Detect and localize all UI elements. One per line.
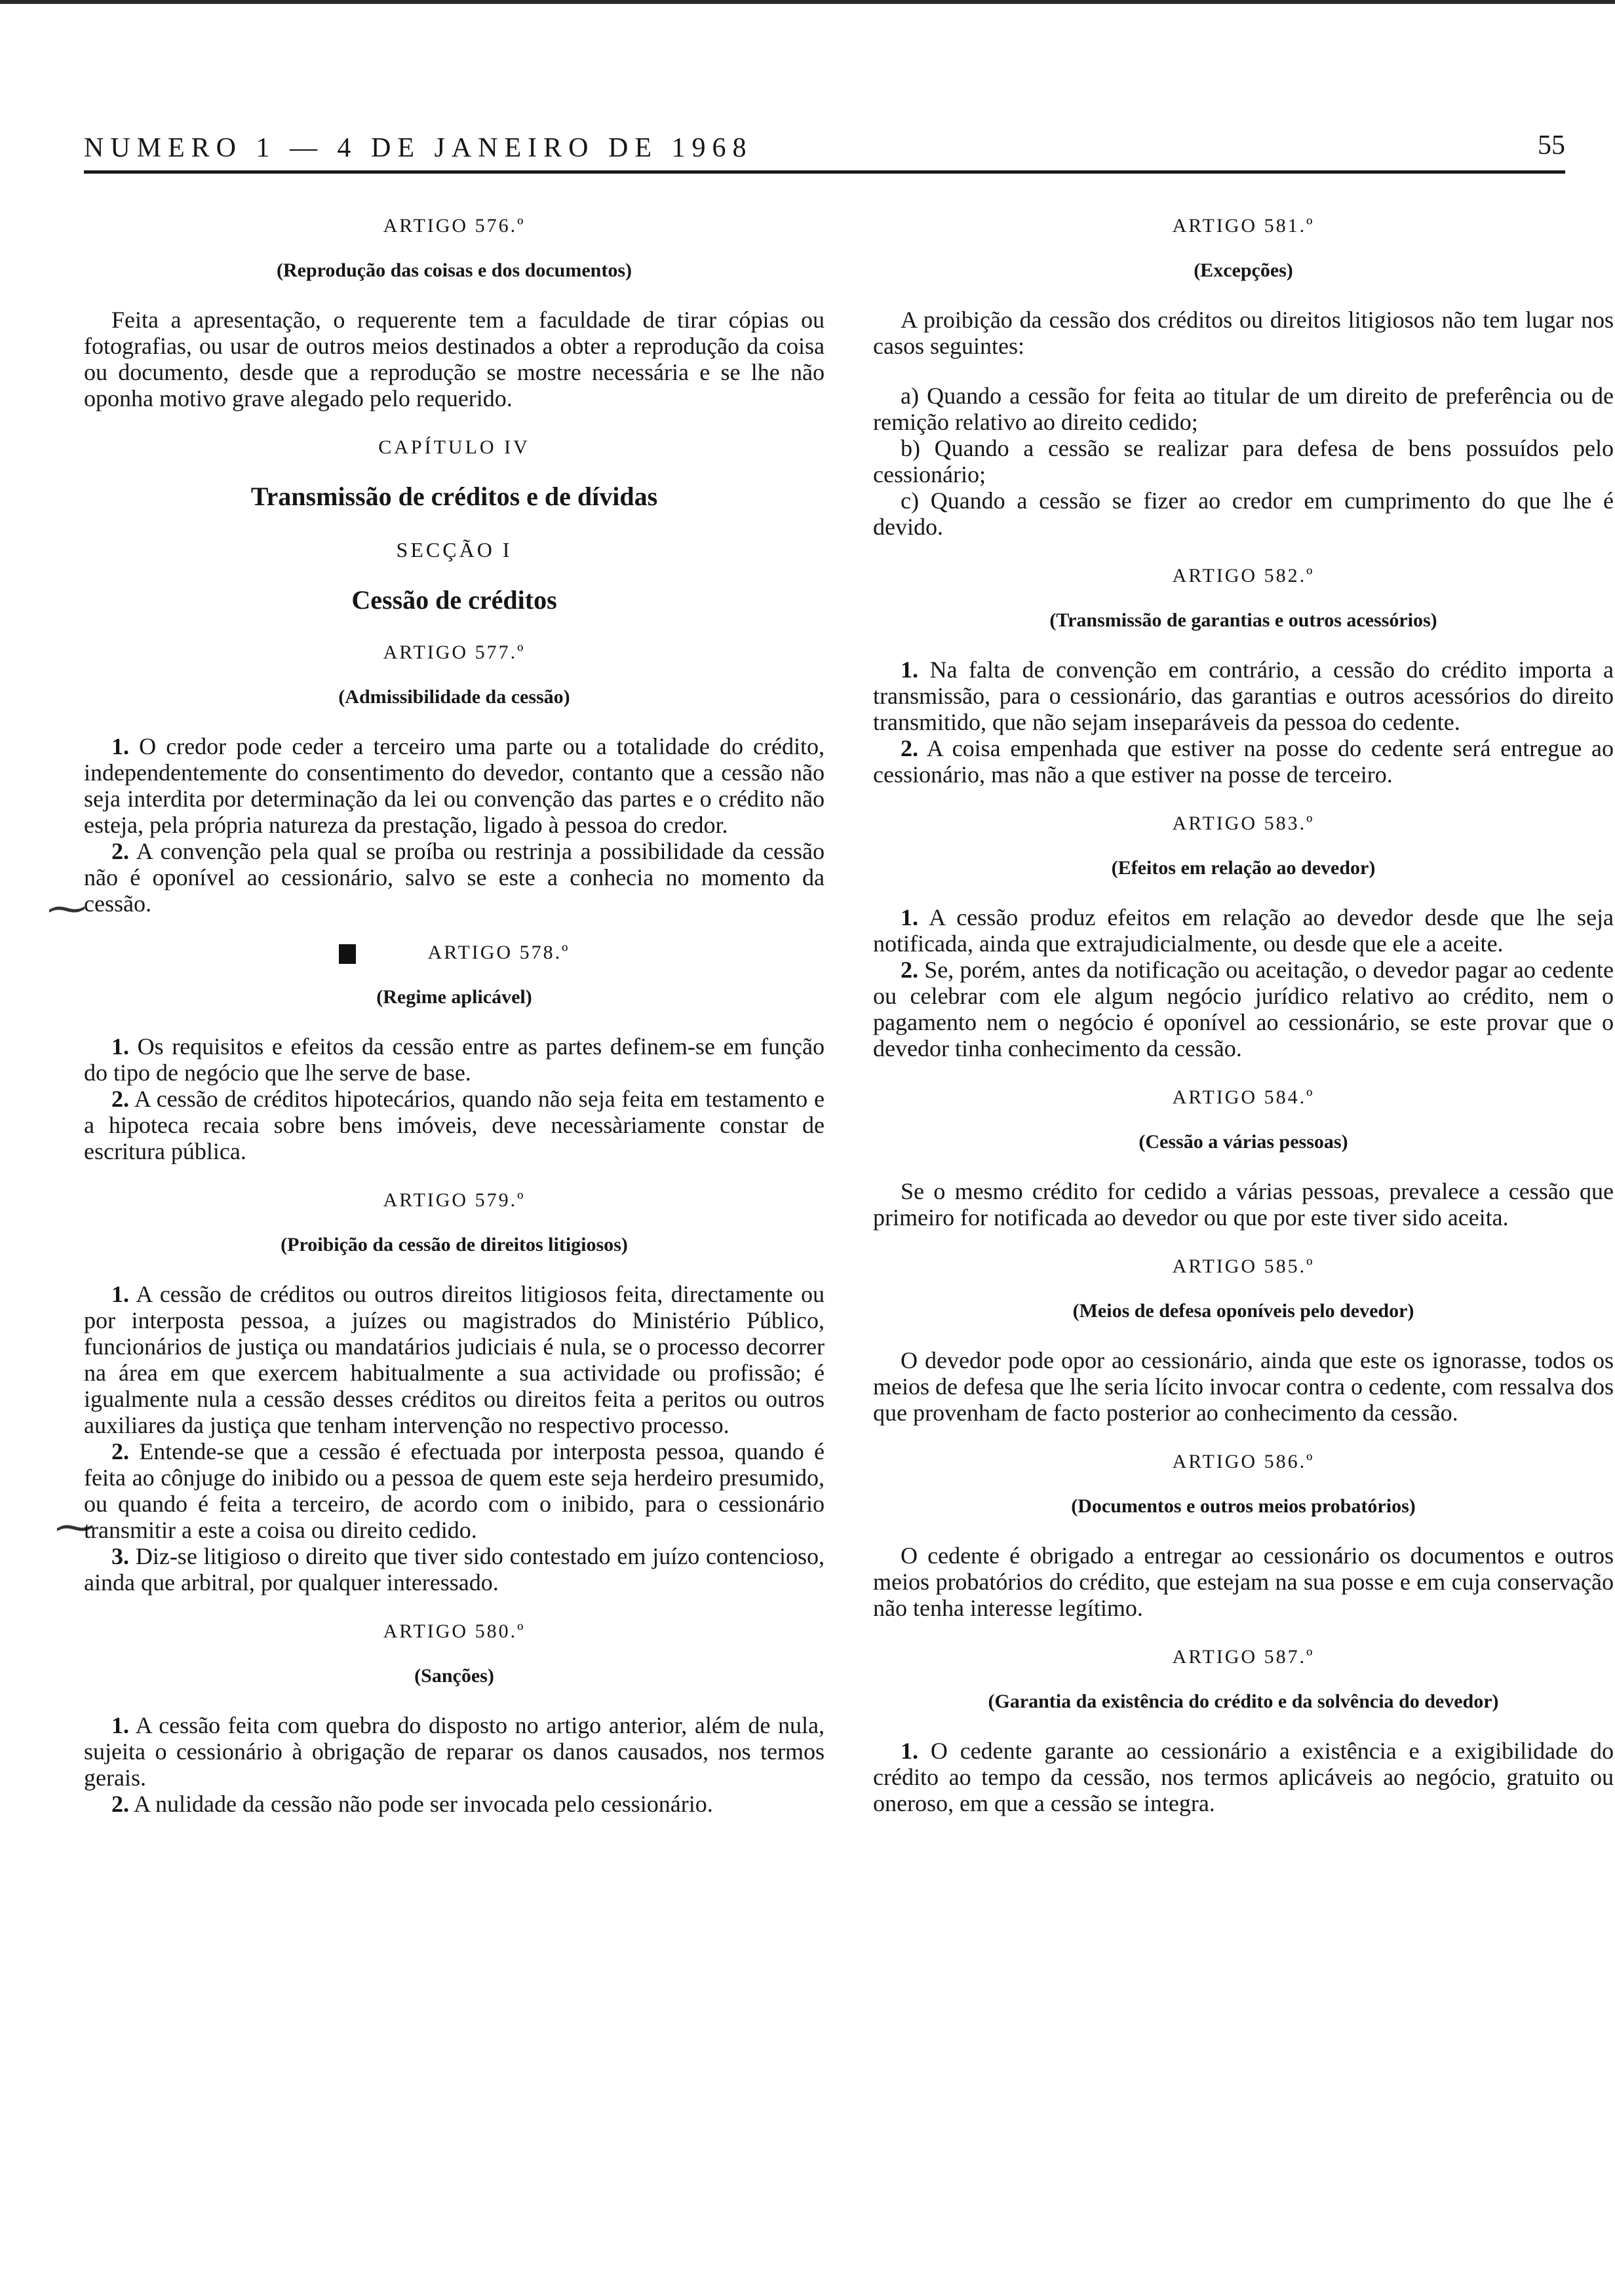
article-rubric: (Documentos e outros meios probatórios) <box>1071 1495 1416 1517</box>
article-body <box>873 657 1614 788</box>
paragraph <box>84 733 825 838</box>
paragraph <box>84 1712 825 1791</box>
paragraph <box>873 904 1614 957</box>
article-rubric: (Meios de defesa oponíveis pelo devedor) <box>1072 1300 1414 1322</box>
article-rubric: (Transmissão de garantias e outros acessórios) <box>1049 609 1437 631</box>
article-body <box>873 1178 1614 1231</box>
paragraph-text: A cessão de créditos ou outros direitos litigiosos feita, directamente ou por interposta pessoa, a juízes ou magistrados do Ministério Público, funcionários de justiça ou mandatários judiciais é nula, se o processo decorrer na área em que exercem habitualmente a sua actividade ou profissão; é igualmente nula a cessão desses créditos ou direitos feita a peritos ou outros auxiliares da justiça que tenham intervenção no respectivo processo. <box>84 1281 825 1439</box>
article-body <box>873 1542 1614 1621</box>
paragraph-number: 1. <box>111 1712 129 1739</box>
paragraph-text: A cessão produz efeitos em relação ao devedor desde que lhe seja notificada, ainda que extrajudicialmente, ou desde que ele a aceite. <box>873 904 1614 957</box>
paragraph <box>873 735 1614 788</box>
article-heading: ARTIGO 582.º <box>1172 565 1315 586</box>
article-body <box>84 1033 825 1164</box>
paragraph <box>84 1791 825 1817</box>
paragraph-text: Se, porém, antes da notificação ou aceitação, o devedor pagar ao cedente ou celebrar com ele algum negócio jurídico relativo ao crédito, nem o pagamento nem o negócio é oponível ao cessionário, se este provar que o devedor tinha conhecimento da cessão. <box>873 957 1614 1062</box>
paragraph <box>84 1438 825 1543</box>
paragraph-number: 1. <box>901 1738 918 1764</box>
paragraph-text: Na falta de convenção em contrário, a cessão do crédito importa a transmissão, para o cessionário, das garantias e outros acessórios do direito transmitido, que não sejam inseparáveis da pessoa do cedente. <box>873 657 1614 735</box>
section-title: Cessão de créditos <box>351 585 557 615</box>
paragraph-text: Os requisitos e efeitos da cessão entre as partes definem-se em função do tipo de negócio que lhe serve de base. <box>84 1033 825 1086</box>
paragraph-text: Diz-se litigioso o direito que tiver sido contestado em juízo contencioso, ainda que arbitral, por qualquer interessado. <box>84 1543 825 1596</box>
article-heading: ARTIGO 585.º <box>1172 1255 1315 1277</box>
paragraph <box>873 657 1614 735</box>
paragraph-text: A cessão de créditos hipotecários, quando não seja feita em testamento e a hipoteca recaia sobre bens imóveis, deve necessàriamente constar de escritura pública. <box>84 1086 825 1165</box>
article-rubric: (Admissibilidade da cessão) <box>338 686 570 708</box>
article-rubric: (Proibição da cessão de direitos litigiosos) <box>281 1234 628 1256</box>
article-body <box>84 307 825 411</box>
article-rubric: (Garantia da existência do crédito e da solvência do devedor) <box>988 1691 1499 1712</box>
paragraph-number: 2. <box>901 957 918 983</box>
paragraph-number: 2. <box>111 1438 129 1465</box>
issue-title: NUMERO 1 — 4 DE JANEIRO DE 1968 <box>84 133 753 163</box>
paragraph: O cedente é obrigado a entregar ao cessionário os documentos e outros meios probatórios do crédito, que estejam na sua posse e em cuja conservação não tenha interesse legítimo. <box>873 1542 1614 1621</box>
margin-mark: ⁓ <box>47 887 87 930</box>
paragraph: O devedor pode opor ao cessionário, ainda que este os ignorasse, todos os meios de defesa que lhe seria lícito invocar contra o cedente, com ressalva dos que provenham de facto posterior ao conhecimento da cessão. <box>873 1347 1614 1426</box>
list-item: a) Quando a cessão for feita ao titular de um direito de preferência ou de remição relativo ao direito cedido; <box>873 383 1614 435</box>
article-heading: ARTIGO 577.º <box>383 641 526 663</box>
paragraph <box>84 1086 825 1164</box>
top-rule <box>0 0 1615 4</box>
filled-square-marker <box>339 944 356 964</box>
paragraph-text: O cedente garante ao cessionário a existência e a exigibilidade do crédito ao tempo da cessão, nos termos aplicáveis ao negócio, gratuito ou oneroso, em que a cessão se integra. <box>873 1738 1614 1816</box>
paragraph-number: 3. <box>111 1543 129 1570</box>
paragraph <box>84 1543 825 1596</box>
article-rubric: (Reprodução das coisas e dos documentos) <box>277 259 632 281</box>
article-heading <box>84 942 825 964</box>
paragraph-number: 2. <box>111 1791 129 1818</box>
paragraph-text: A nulidade da cessão não pode ser invocada pelo cessionário. <box>134 1791 713 1818</box>
article-rubric: (Cessão a várias pessoas) <box>1138 1131 1348 1153</box>
paragraph-text: A cessão feita com quebra do disposto no artigo anterior, além de nula, sujeita o cessionário à obrigação de reparar os danos causados, nos termos gerais. <box>84 1712 825 1791</box>
list-item: b) Quando a cessão se realizar para defesa de bens possuídos pelo cessionário; <box>873 435 1614 488</box>
paragraph: Se o mesmo crédito for cedido a várias pessoas, prevalece a cessão que primeiro for notificada ao devedor ou que por este tiver sido aceita. <box>873 1178 1614 1231</box>
article-body <box>873 904 1614 1062</box>
article-heading: ARTIGO 579.º <box>383 1189 526 1212</box>
paragraph-number: 1. <box>111 1281 129 1308</box>
chapter-heading: CAPÍTULO IV <box>378 436 530 458</box>
article-heading: ARTIGO 580.º <box>383 1620 526 1643</box>
article-body <box>84 1281 825 1596</box>
chapter-title: Transmissão de créditos e de dívidas <box>250 482 658 511</box>
article-body <box>84 1712 825 1817</box>
paragraph-number: 2. <box>111 838 129 864</box>
article-rubric: (Efeitos em relação ao devedor) <box>1111 857 1376 879</box>
list-item: c) Quando a cessão se fizer ao credor em cumprimento do que lhe é devido. <box>873 488 1614 540</box>
article-heading: ARTIGO 576.º <box>383 215 526 237</box>
article-heading: ARTIGO 584.º <box>1172 1086 1315 1108</box>
paragraph-number: 1. <box>111 733 129 759</box>
paragraph-number: 2. <box>901 735 918 761</box>
section-heading: SECÇÃO I <box>396 538 513 562</box>
article-heading: ARTIGO 587.º <box>1172 1646 1315 1668</box>
paragraph <box>84 838 825 917</box>
article-body <box>84 733 825 917</box>
article-heading-text: ARTIGO 578.º <box>427 942 570 963</box>
article-rubric: (Sanções) <box>414 1665 494 1687</box>
paragraph-number: 1. <box>901 904 918 930</box>
article-heading: ARTIGO 583.º <box>1172 813 1315 834</box>
paragraph <box>873 957 1614 1062</box>
left-column <box>84 215 825 1842</box>
margin-mark: ⁓ <box>55 1506 94 1549</box>
article-body <box>873 1347 1614 1426</box>
article-heading: ARTIGO 586.º <box>1172 1451 1315 1472</box>
paragraph-number: 2. <box>111 1086 129 1113</box>
paragraph <box>84 1281 825 1438</box>
page-number: 55 <box>1538 130 1565 161</box>
article-body <box>873 1738 1614 1816</box>
paragraph: Feita a apresentação, o requerente tem a faculdade de tirar cópias ou fotografias, ou usar de outros meios destinados a obter a reprodução da coisa ou documento, desde que a reprodução se mostre necessária e se lhe não oponha motivo grave alegado pelo requerido. <box>84 307 825 411</box>
article-rubric: (Regime aplicável) <box>376 986 532 1008</box>
paragraph: A proibição da cessão dos créditos ou direitos litigiosos não tem lugar nos casos seguintes: <box>873 307 1614 359</box>
page-header <box>84 124 1565 174</box>
paragraph-text: O credor pode ceder a terceiro uma parte ou a totalidade do crédito, independentemente do consentimento do devedor, contanto que a cessão não seja interdita por determinação da lei ou convenção das partes e o crédito não esteja, pela própria natureza da prestação, ligado à pessoa do credor. <box>84 733 825 838</box>
article-body <box>873 307 1614 540</box>
paragraph-number: 1. <box>111 1033 129 1060</box>
right-column <box>873 215 1614 1841</box>
paragraph-text: Entende-se que a cessão é efectuada por interposta pessoa, quando é feita ao cônjuge do inibido ou a pessoa de quem este seja herdeiro presumido, ou quando é feita a terceiro, de acordo com o inibido, para o cessionário transmitir a este a coisa ou direito cedido. <box>84 1438 825 1544</box>
article-heading: ARTIGO 581.º <box>1172 215 1315 237</box>
paragraph <box>873 1738 1614 1816</box>
paragraph <box>84 1033 825 1086</box>
paragraph-text: A coisa empenhada que estiver na posse do cedente será entregue ao cessionário, mas não a que estiver na posse de terceiro. <box>873 735 1614 788</box>
paragraph-text: A convenção pela qual se proíba ou restrinja a possibilidade da cessão não é oponível ao cessionário, salvo se este a conhecia no momento da cessão. <box>84 838 825 917</box>
paragraph-number: 1. <box>901 657 918 683</box>
article-rubric: (Excepções) <box>1194 259 1293 281</box>
